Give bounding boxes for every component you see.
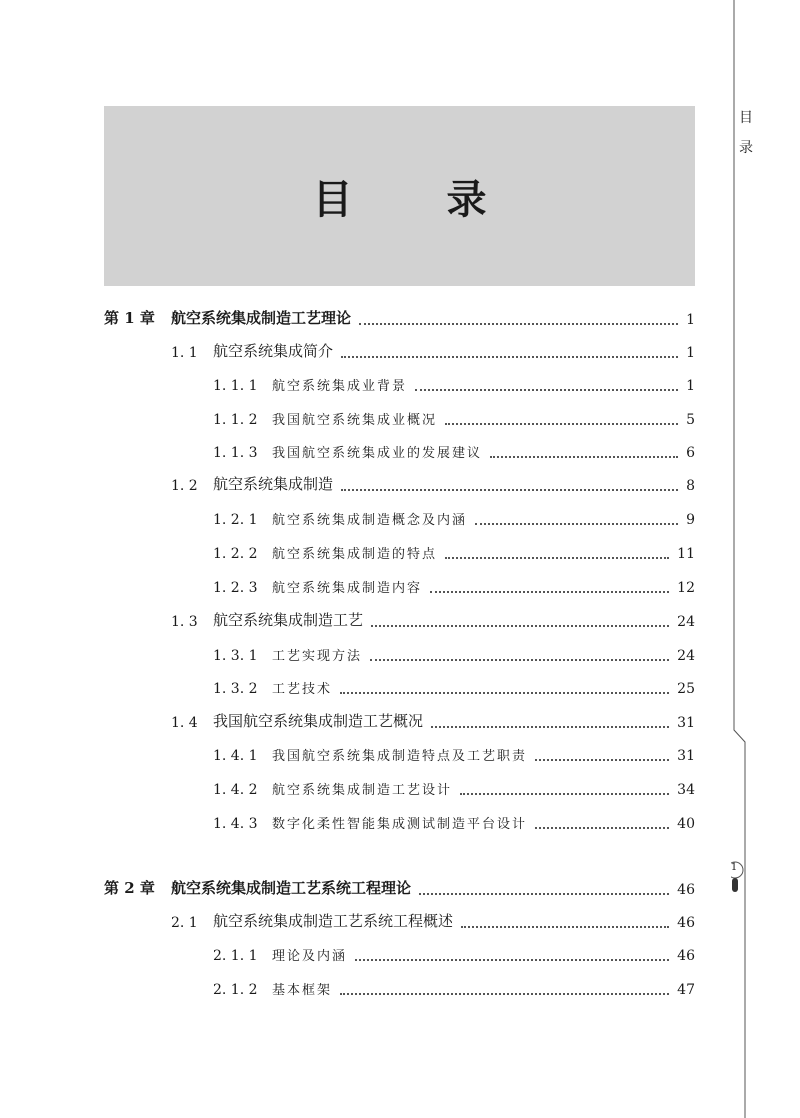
toc-entry-title: 航空系统集成制造内容 <box>272 581 423 596</box>
toc-entry-number: 1. 2. 2 <box>213 546 258 562</box>
toc-entry-number: 1. 1. 3 <box>213 445 258 461</box>
side-tab-label-line2: 录 <box>739 140 753 156</box>
toc-entry[interactable] <box>0 876 695 900</box>
toc-entry[interactable] <box>0 472 695 496</box>
toc-entry-page: 46 <box>677 915 695 931</box>
toc-entry-number: 1. 2. 1 <box>213 512 258 528</box>
toc-entry-page: 5 <box>686 412 695 428</box>
toc-entry[interactable] <box>0 306 695 330</box>
toc-entry-page: 34 <box>677 782 695 798</box>
toc-entry-title: 我国航空系统集成业的发展建议 <box>272 446 483 461</box>
toc-entry-number: 第 2 章 <box>104 879 155 897</box>
toc-entry-title: 航空系统集成制造工艺理论 <box>171 309 352 327</box>
side-tab-label-line1: 目 <box>739 110 753 126</box>
toc-entry-number: 1. 4. 3 <box>213 816 258 832</box>
toc-entry[interactable] <box>0 909 695 933</box>
toc-leader-dots <box>419 893 669 895</box>
toc-leader-dots <box>355 959 669 961</box>
page-title: 目 录 <box>312 175 527 223</box>
toc-entry-number: 2. 1 <box>171 915 198 931</box>
toc-entry-number: 1. 4. 1 <box>213 748 258 764</box>
toc-leader-dots <box>460 793 669 795</box>
toc-entry-page: 40 <box>677 816 695 832</box>
toc-leader-dots <box>461 926 669 928</box>
toc-entry-title: 理论及内涵 <box>272 949 348 964</box>
toc-entry-page: 46 <box>677 882 695 898</box>
toc-entry[interactable] <box>0 942 695 966</box>
toc-leader-dots <box>415 389 678 391</box>
toc-entry-page: 47 <box>677 982 695 998</box>
toc-entry-page: 24 <box>677 614 695 630</box>
toc-leader-dots <box>371 625 669 627</box>
toc-entry[interactable] <box>0 339 695 363</box>
toc-entry-title: 我国航空系统集成制造特点及工艺职责 <box>272 749 528 764</box>
side-tab-label <box>737 103 755 163</box>
toc-leader-dots <box>445 423 678 425</box>
toc-entry-number: 2. 1. 1 <box>213 948 258 964</box>
title-banner <box>104 106 695 286</box>
toc-entry[interactable] <box>0 372 695 396</box>
toc-entry-title: 航空系统集成制造工艺 <box>213 611 364 629</box>
toc-leader-dots <box>475 523 678 525</box>
toc-entry[interactable] <box>0 810 695 834</box>
toc-entry-number: 1. 4 <box>171 715 198 731</box>
toc-entry-page: 1 <box>686 312 695 328</box>
toc-entry-page: 8 <box>686 478 695 494</box>
toc-entry-title: 航空系统集成制造的特点 <box>272 547 438 562</box>
toc-entry[interactable] <box>0 709 695 733</box>
toc-leader-dots <box>359 323 678 325</box>
toc-entry-title: 工艺实现方法 <box>272 649 363 664</box>
toc-leader-dots <box>431 726 669 728</box>
toc-entry-page: 1 <box>686 378 695 394</box>
toc-entry-page: 11 <box>677 546 695 562</box>
toc-entry-page: 31 <box>677 715 695 731</box>
toc-entry-title: 航空系统集成制造工艺设计 <box>272 783 453 798</box>
side-tab-outline <box>731 0 800 1118</box>
toc-entry-title: 基本框架 <box>272 983 333 998</box>
toc-entry-page: 25 <box>677 681 695 697</box>
toc-entry[interactable] <box>0 406 695 430</box>
toc-entry-title: 工艺技术 <box>272 682 333 697</box>
toc-entry-number: 1. 3 <box>171 614 198 630</box>
toc-entry-title: 航空系统集成简介 <box>213 342 334 360</box>
toc-entry-title: 我国航空系统集成业概况 <box>272 413 438 428</box>
toc-entry-number: 1. 2. 3 <box>213 580 258 596</box>
toc-entry-title: 航空系统集成制造工艺系统工程理论 <box>171 879 412 897</box>
toc-entry-page: 1 <box>686 345 695 361</box>
toc-entry[interactable] <box>0 675 695 699</box>
toc-leader-dots <box>341 489 678 491</box>
toc-entry[interactable] <box>0 742 695 766</box>
toc-entry-number: 1. 2 <box>171 478 198 494</box>
toc-entry-page: 24 <box>677 648 695 664</box>
toc-entry-number: 1. 4. 2 <box>213 782 258 798</box>
toc-entry-title: 航空系统集成制造 <box>213 475 334 493</box>
toc-leader-dots <box>490 456 678 458</box>
toc-entry-title: 数字化柔性智能集成测试制造平台设计 <box>272 817 528 832</box>
side-tab <box>731 0 800 1118</box>
toc-entry[interactable] <box>0 540 695 564</box>
toc-entry-page: 12 <box>677 580 695 596</box>
toc-entry-title: 航空系统集成业背景 <box>272 379 408 394</box>
toc-entry-number: 1. 1. 1 <box>213 378 258 394</box>
toc-entry-number: 第 1 章 <box>104 309 155 327</box>
toc-entry-title: 航空系统集成制造工艺系统工程概述 <box>213 912 454 930</box>
toc-entry-title: 我国航空系统集成制造工艺概况 <box>213 712 424 730</box>
toc-entry-number: 2. 1. 2 <box>213 982 258 998</box>
toc-leader-dots <box>535 827 669 829</box>
toc-entry-page: 46 <box>677 948 695 964</box>
toc-entry-page: 31 <box>677 748 695 764</box>
toc-entry-title: 航空系统集成制造概念及内涵 <box>272 513 468 528</box>
toc-entry[interactable] <box>0 574 695 598</box>
toc-entry-number: 1. 1. 2 <box>213 412 258 428</box>
toc-entry-page: 9 <box>686 512 695 528</box>
toc-leader-dots <box>445 557 669 559</box>
toc-leader-dots <box>535 759 669 761</box>
toc-entry[interactable] <box>0 776 695 800</box>
toc-leader-dots <box>370 659 669 661</box>
toc-entry-number: 1. 3. 1 <box>213 648 258 664</box>
toc-entry-number: 1. 1 <box>171 345 198 361</box>
toc-leader-dots <box>340 692 669 694</box>
toc-entry[interactable] <box>0 976 695 1000</box>
toc-entry[interactable] <box>0 506 695 530</box>
toc-leader-dots <box>430 591 669 593</box>
page-number: 1 <box>730 862 738 873</box>
toc-entry[interactable] <box>0 608 695 632</box>
toc-entry-number: 1. 3. 2 <box>213 681 258 697</box>
toc-entry[interactable] <box>0 642 695 666</box>
toc-leader-dots <box>341 356 678 358</box>
toc-entry-page: 6 <box>686 445 695 461</box>
toc-leader-dots <box>340 993 669 995</box>
toc-entry[interactable] <box>0 439 695 463</box>
